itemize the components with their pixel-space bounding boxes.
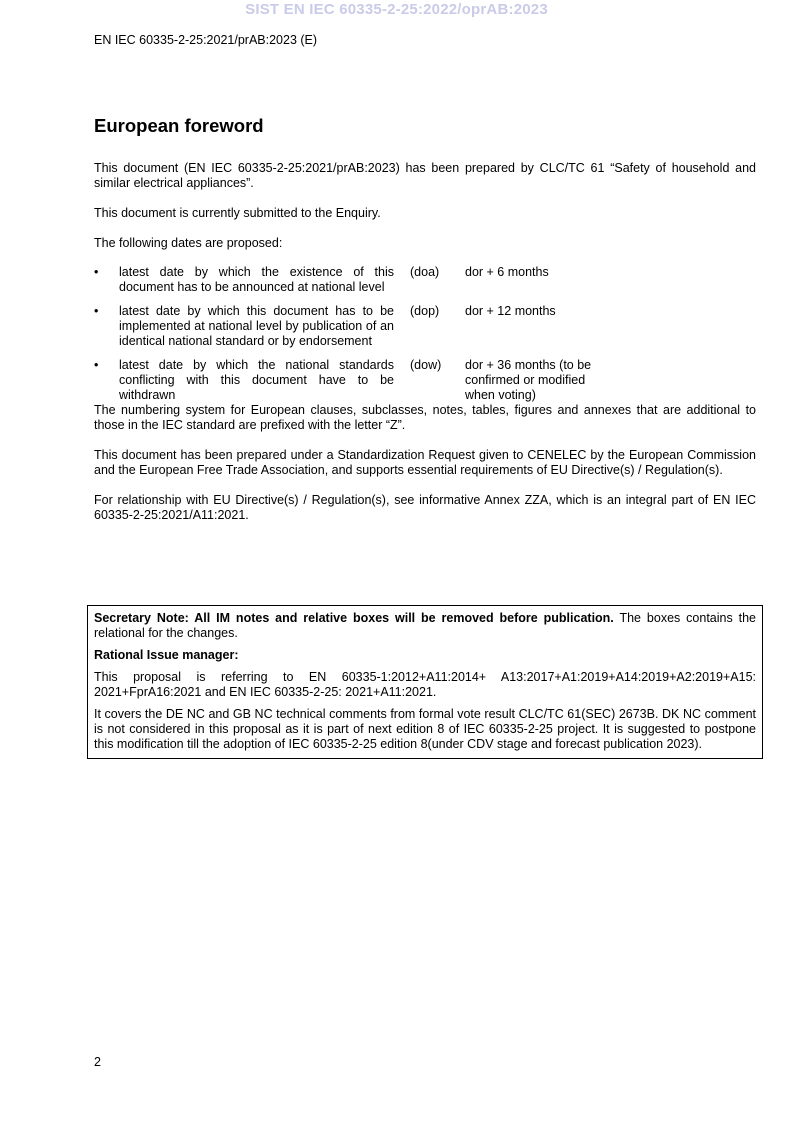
bullet: •: [94, 358, 99, 372]
secretary-note-rest: The boxes contains the relational for the changes.: [94, 611, 757, 640]
rational-heading: Rational Issue manager:: [94, 648, 239, 662]
dates-list: [94, 265, 756, 403]
secretary-note-box: [87, 605, 763, 759]
secretary-note-bold: Secretary Note: All IM notes and relative boxes will be removed before publication.: [94, 611, 614, 625]
date-row-dop: [94, 304, 756, 349]
paragraph-relationship: For relationship with EU Directive(s) / Regulation(s), see informative Annex ZZA, which is an integral part of EN IEC 60335-2-25:2021/A11:2021.: [94, 493, 756, 522]
date-description: latest date by which the national standards conflicting with this document have to be withdrawn: [119, 358, 394, 402]
page-number: 2: [94, 1055, 101, 1069]
paragraph-dates-intro: The following dates are proposed:: [94, 236, 283, 250]
main-content: [94, 115, 756, 538]
page-title: European foreword: [94, 115, 264, 136]
date-code: (doa): [410, 265, 440, 279]
date-description: latest date by which this document has to be implemented at national level by publication of an identical national standard or by endorsement: [119, 304, 394, 348]
bullet: •: [94, 265, 99, 279]
paragraph-standardization: This document has been prepared under a Standardization Request given to CENELEC by the European Commission and the European Free Trade Association, and supports essential requirements of EU Directive(s) / Regulation(s).: [94, 448, 756, 477]
paragraph-enquiry: This document is currently submitted to the Enquiry.: [94, 206, 381, 220]
date-row-doa: [94, 265, 756, 295]
watermark: SIST EN IEC 60335-2-25:2022/oprAB:2023: [245, 1, 548, 18]
date-code: (dop): [410, 304, 440, 318]
bullet: •: [94, 304, 99, 318]
proposal-text: This proposal is referring to EN 60335-1:2012+A11:2014+ A13:2017+A1:2019+A14:2019+A2:2019+A15: 2021+FprA16:2021 and EN IEC 60335-2-25: 2021+A11:2021.: [94, 670, 756, 699]
date-description: latest date by which the existence of this document has to be announced at national level: [119, 265, 394, 294]
running-header: EN IEC 60335-2-25:2021/prAB:2023 (E): [94, 33, 318, 47]
date-row-dow: [94, 358, 756, 403]
covers-text: It covers the DE NC and GB NC technical comments from formal vote result CLC/TC 61(SEC) 2673B. DK NC comment is not considered in this proposal as it is part of next edition 8 of IEC 60335-2-25 project. It is suggested to postpone this modification till the adoption of IEC 60335-2-25 edition 8(under CDV stage and forecast publication 2023).: [94, 707, 756, 751]
date-value: dor + 12 months: [465, 304, 556, 318]
date-value: dor + 6 months: [465, 265, 549, 279]
date-value: dor + 36 months (to be confirmed or modified when voting): [465, 358, 592, 402]
paragraph-numbering: The numbering system for European clauses, subclasses, notes, tables, figures and annexes that are additional to those in the IEC standard are prefixed with the letter “Z”.: [94, 403, 756, 432]
date-code: (dow): [410, 358, 442, 372]
paragraph-prepared-by: This document (EN IEC 60335-2-25:2021/prAB:2023) has been prepared by CLC/TC 61 “Safety of household and similar electrical appliances”.: [94, 161, 756, 190]
secretary-note: [94, 611, 756, 641]
